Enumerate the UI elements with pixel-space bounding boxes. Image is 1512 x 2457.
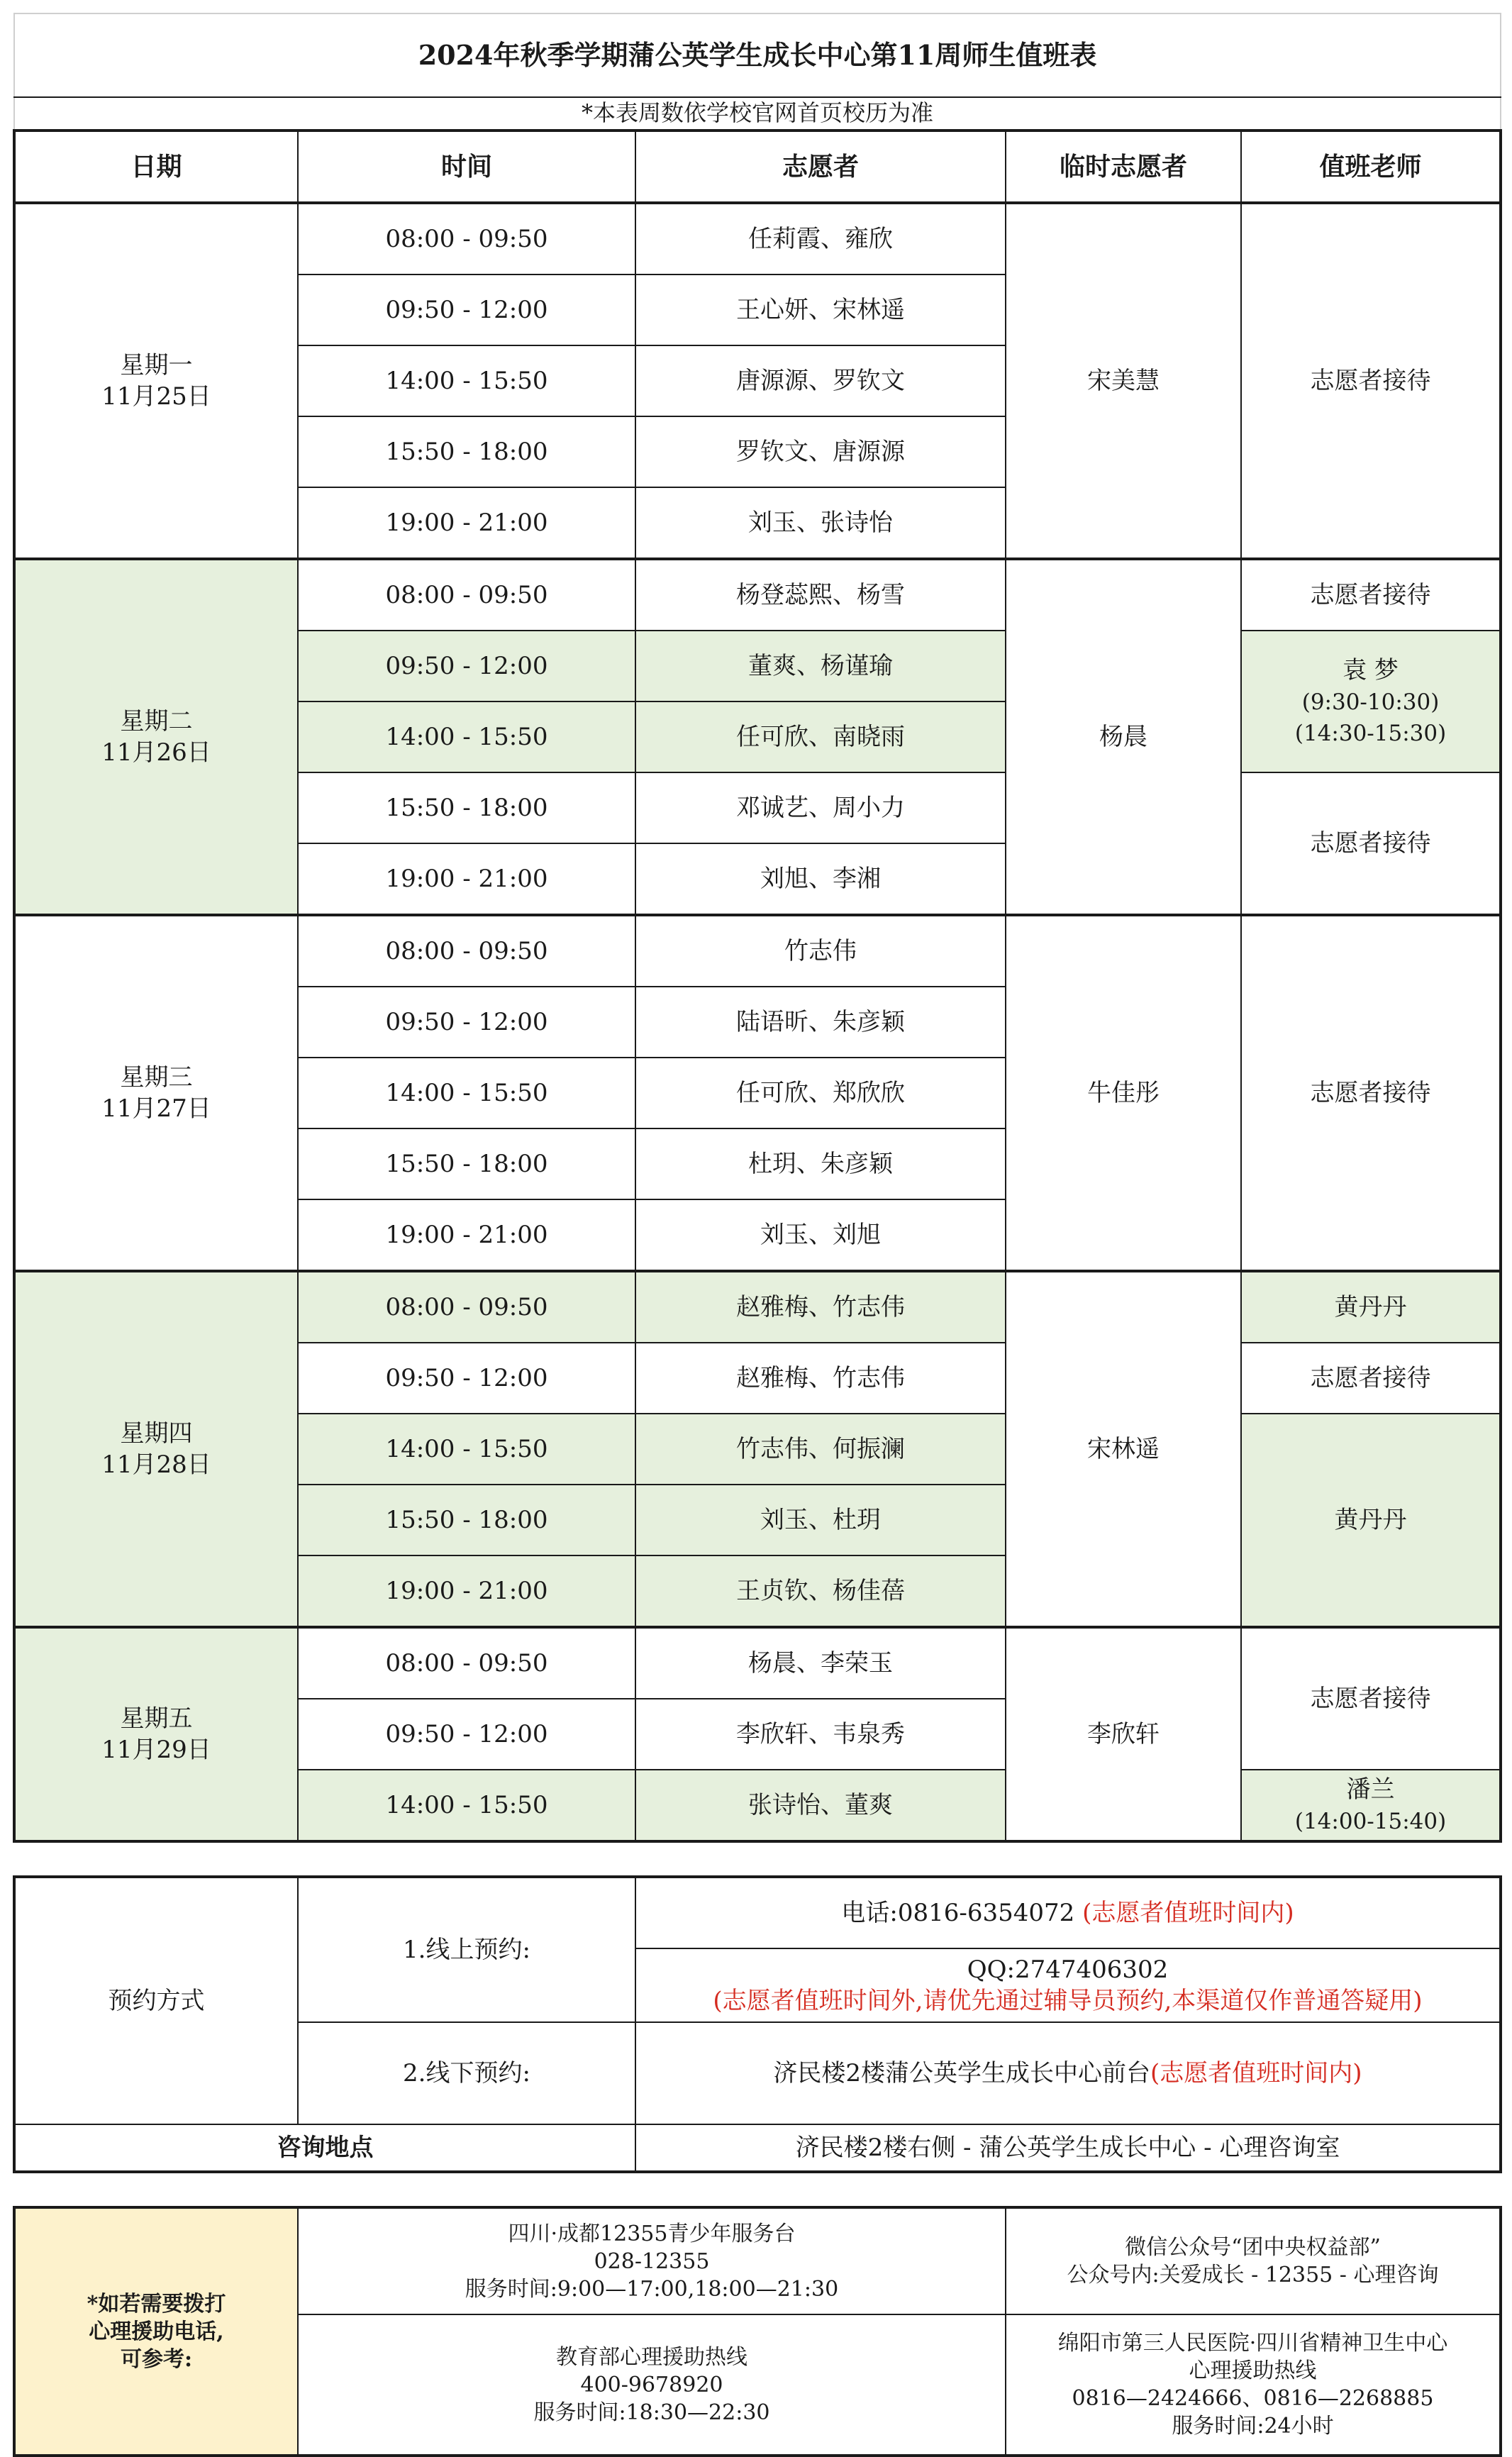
time-cell: 15:50 - 18:00 (298, 1128, 635, 1199)
volunteer-cell: 刘玉、杜玥 (635, 1485, 1006, 1555)
time-cell: 19:00 - 21:00 (298, 487, 635, 559)
volunteer-cell: 任可欣、南晓雨 (635, 701, 1006, 772)
volunteer-cell: 刘玉、张诗怡 (635, 487, 1006, 559)
spacer (13, 1843, 1499, 1875)
spacer (13, 2173, 1499, 2206)
schedule-table (13, 13, 1502, 1843)
teacher-cell: 志愿者接待 (1241, 203, 1501, 559)
temp-volunteer-cell: 宋林遥 (1006, 1271, 1241, 1627)
appointment-table (13, 1875, 1502, 2173)
volunteer-cell: 李欣轩、韦泉秀 (635, 1699, 1006, 1770)
time-cell: 19:00 - 21:00 (298, 1555, 635, 1627)
teacher-cell: 黄丹丹 (1241, 1271, 1501, 1343)
time-cell: 19:00 - 21:00 (298, 843, 635, 915)
hotline-wechat: 微信公众号“团中央权益部” 公众号内:关爱成长 - 12355 - 心理咨询 (1006, 2207, 1501, 2314)
volunteer-cell: 王贞钦、杨佳蓓 (635, 1555, 1006, 1627)
volunteer-cell: 赵雅梅、竹志伟 (635, 1343, 1006, 1414)
time-cell: 15:50 - 18:00 (298, 772, 635, 843)
time-cell: 14:00 - 15:50 (298, 1770, 635, 1841)
location-label: 咨询地点 (14, 2124, 635, 2172)
day-tuesday: 星期二 11月26日 (14, 559, 298, 915)
time-cell: 09:50 - 12:00 (298, 1343, 635, 1414)
time-cell: 15:50 - 18:00 (298, 1485, 635, 1555)
time-cell: 09:50 - 12:00 (298, 1699, 635, 1770)
temp-volunteer-cell: 李欣轩 (1006, 1627, 1241, 1841)
hotline-mianyang: 绵阳市第三人民医院·四川省精神卫生中心 心理援助热线 0816—2424666、0816—2268885 服务时间:24小时 (1006, 2314, 1501, 2456)
volunteer-cell: 赵雅梅、竹志伟 (635, 1271, 1006, 1343)
volunteer-cell: 董爽、杨谨瑜 (635, 631, 1006, 701)
duty-schedule (13, 13, 1499, 2457)
location-cell: 济民楼2楼右侧 - 蒲公英学生成长中心 - 心理咨询室 (635, 2124, 1501, 2172)
teacher-cell: 志愿者接待 (1241, 915, 1501, 1271)
hotline-table (13, 2206, 1502, 2457)
time-cell: 08:00 - 09:50 (298, 203, 635, 274)
day-thursday: 星期四 11月28日 (14, 1271, 298, 1627)
volunteer-cell: 陆语昕、朱彦颖 (635, 987, 1006, 1058)
time-cell: 09:50 - 12:00 (298, 274, 635, 345)
volunteer-cell: 竹志伟、何振澜 (635, 1414, 1006, 1485)
time-cell: 14:00 - 15:50 (298, 1058, 635, 1128)
time-cell: 19:00 - 21:00 (298, 1199, 635, 1271)
teacher-cell: 袁 梦 (9:30-10:30) (14:30-15:30) (1241, 631, 1501, 772)
time-cell: 08:00 - 09:50 (298, 559, 635, 631)
volunteer-cell: 任可欣、郑欣欣 (635, 1058, 1006, 1128)
page-title: 2024年秋季学期蒲公英学生成长中心第11周师生值班表 (14, 13, 1501, 97)
volunteer-cell: 杨登蕊熙、杨雪 (635, 559, 1006, 631)
offline-label: 2.线下预约: (298, 2022, 635, 2124)
teacher-cell: 志愿者接待 (1241, 1343, 1501, 1414)
time-cell: 08:00 - 09:50 (298, 1271, 635, 1343)
header-temp-volunteer: 临时志愿者 (1006, 131, 1241, 203)
hotline-label: *如若需要拨打 心理援助电话, 可参考: (14, 2207, 298, 2456)
volunteer-cell: 张诗怡、董爽 (635, 1770, 1006, 1841)
header-volunteer: 志愿者 (635, 131, 1006, 203)
volunteer-cell: 王心妍、宋林遥 (635, 274, 1006, 345)
day-wednesday: 星期三 11月27日 (14, 915, 298, 1271)
time-cell: 14:00 - 15:50 (298, 345, 635, 416)
time-cell: 08:00 - 09:50 (298, 1627, 635, 1699)
temp-volunteer-cell: 牛佳彤 (1006, 915, 1241, 1271)
volunteer-cell: 刘旭、李湘 (635, 843, 1006, 915)
volunteer-cell: 竹志伟 (635, 915, 1006, 987)
hotline-chengdu: 四川·成都12355青少年服务台 028-12355 服务时间:9:00—17:00,18:00—21:30 (298, 2207, 1006, 2314)
volunteer-cell: 邓诚艺、周小力 (635, 772, 1006, 843)
offline-cell: 济民楼2楼蒲公英学生成长中心前台(志愿者值班时间内) (635, 2022, 1501, 2124)
hotline-moe: 教育部心理援助热线 400-9678920 服务时间:18:30—22:30 (298, 2314, 1006, 2456)
volunteer-cell: 刘玉、刘旭 (635, 1199, 1006, 1271)
volunteer-cell: 唐源源、罗钦文 (635, 345, 1006, 416)
time-cell: 09:50 - 12:00 (298, 631, 635, 701)
day-friday: 星期五 11月29日 (14, 1627, 298, 1841)
teacher-cell: 黄丹丹 (1241, 1414, 1501, 1627)
appointment-label: 预约方式 (14, 1877, 298, 2124)
header-date: 日期 (14, 131, 298, 203)
time-cell: 14:00 - 15:50 (298, 701, 635, 772)
time-cell: 08:00 - 09:50 (298, 915, 635, 987)
temp-volunteer-cell: 杨晨 (1006, 559, 1241, 915)
time-cell: 14:00 - 15:50 (298, 1414, 635, 1485)
time-cell: 09:50 - 12:00 (298, 987, 635, 1058)
phone-cell: 电话:0816-6354072 (志愿者值班时间内) (635, 1877, 1501, 1948)
qq-cell: QQ:2747406302 (志愿者值班时间外,请优先通过辅导员预约,本渠道仅作普通答疑用) (635, 1948, 1501, 2022)
day-monday: 星期一 11月25日 (14, 203, 298, 559)
temp-volunteer-cell: 宋美慧 (1006, 203, 1241, 559)
time-cell: 15:50 - 18:00 (298, 416, 635, 487)
header-teacher: 值班老师 (1241, 131, 1501, 203)
teacher-cell: 志愿者接待 (1241, 559, 1501, 631)
volunteer-cell: 任莉霞、雍欣 (635, 203, 1006, 274)
teacher-cell: 志愿者接待 (1241, 772, 1501, 915)
volunteer-cell: 罗钦文、唐源源 (635, 416, 1006, 487)
teacher-cell: 潘兰 (14:00-15:40) (1241, 1770, 1501, 1841)
teacher-cell: 志愿者接待 (1241, 1627, 1501, 1770)
header-time: 时间 (298, 131, 635, 203)
online-label: 1.线上预约: (298, 1877, 635, 2022)
schedule-note: *本表周数依学校官网首页校历为准 (14, 97, 1501, 131)
volunteer-cell: 杜玥、朱彦颖 (635, 1128, 1006, 1199)
volunteer-cell: 杨晨、李荣玉 (635, 1627, 1006, 1699)
